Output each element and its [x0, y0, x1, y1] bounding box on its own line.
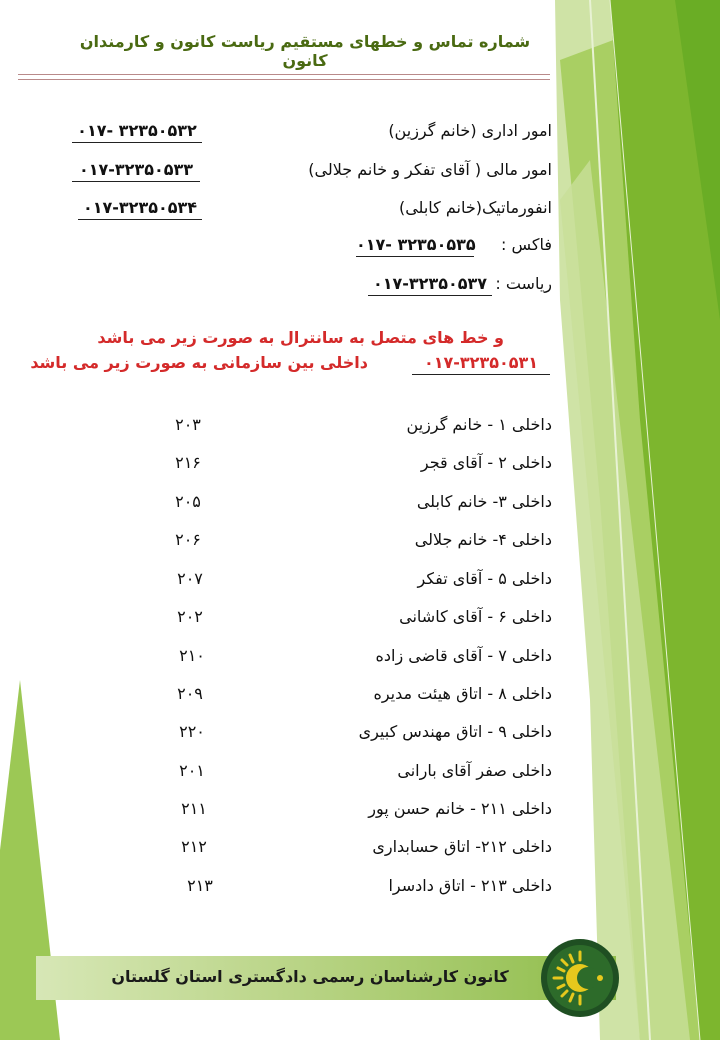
- extension-label: داخلی ۲۱۳ - اتاق دادسرا: [388, 876, 552, 895]
- extension-label: داخلی ۷ - آقای قاضی زاده: [375, 646, 552, 665]
- direct-line-number-presidency: ۰۱۷-۳۲۳۵۰۵۳۷: [368, 274, 492, 296]
- extension-number: ۲۰۳: [175, 415, 201, 434]
- direct-line-label-admin: امور اداری (خانم گرزین): [388, 121, 552, 140]
- extension-label: داخلی ۲ - آقای قجر: [420, 453, 552, 472]
- direct-line-number-it: ۰۱۷-۳۲۳۵۰۵۳۴: [78, 198, 202, 220]
- central-note: و خط های متصل به سانترال به صورت زیر می باشد: [97, 328, 504, 347]
- extension-number: ۲۱۶: [175, 453, 201, 472]
- direct-line-label-presidency: ریاست :: [495, 274, 552, 293]
- extension-number: ۲۰۵: [175, 492, 201, 511]
- extension-label: داخلی ۸ - اتاق هیئت مدیره: [373, 684, 552, 703]
- extension-number: ۲۰۲: [177, 607, 203, 626]
- extension-label: داخلی صفر آقای بارانی: [397, 761, 552, 780]
- header-divider: [18, 74, 550, 75]
- extension-label: داخلی ۲۱۲- اتاق حسابداری: [372, 837, 552, 856]
- central-number: ۰۱۷-۳۲۳۵۰۵۳۱: [412, 353, 550, 375]
- direct-line-label-finance: امور مالی ( آقای تفکر و خانم جلالی): [308, 160, 552, 179]
- extension-number: ۲۰۱: [179, 761, 205, 780]
- extension-number: ۲۲۰: [179, 722, 205, 741]
- internal-note: داخلی بین سازمانی به صورت زیر می باشد: [30, 353, 368, 372]
- extension-number: ۲۰۶: [175, 530, 201, 549]
- extension-number: ۲۰۹: [177, 684, 203, 703]
- extension-number: ۲۱۲: [181, 837, 207, 856]
- header-divider-2: [18, 79, 550, 80]
- extension-label: داخلی ۶ - آقای کاشانی: [399, 607, 552, 626]
- organization-logo-icon: [540, 938, 620, 1018]
- direct-line-label-it: انفورماتیک(خانم کابلی): [398, 198, 552, 217]
- direct-line-label-fax: فاکس :: [500, 235, 552, 254]
- extension-number: ۲۱۱: [181, 799, 207, 818]
- extension-number: ۲۱۳: [187, 876, 213, 895]
- footer-organization-name: کانون کارشناسان رسمی دادگستری استان گلستان: [111, 967, 509, 986]
- extension-number: ۲۰۷: [177, 569, 203, 588]
- extension-label: داخلی ۲۱۱ - خانم حسن پور: [368, 799, 552, 818]
- direct-line-number-admin: ۰۱۷- ۳۲۳۵۰۵۳۲: [72, 121, 202, 143]
- extension-number: ۲۱۰: [179, 646, 205, 665]
- extension-label: داخلی ۵ - آقای تفکر: [417, 569, 552, 588]
- direct-line-number-finance: ۰۱۷-۳۲۳۵۰۵۳۳: [72, 160, 200, 182]
- page-title: شماره تماس و خطهای مستقیم ریاست کانون و کارمندان کانون: [79, 32, 531, 70]
- extension-label: داخلی ۹ - اتاق مهندس کبیری: [358, 722, 552, 741]
- extension-label: داخلی ۳- خانم کابلی: [416, 492, 552, 511]
- direct-line-number-fax: ۰۱۷- ۳۲۳۵۰۵۳۵: [356, 235, 474, 257]
- extension-label: داخلی ۴- خانم جلالی: [414, 530, 552, 549]
- extension-label: داخلی ۱ - خانم گرزین: [406, 415, 552, 434]
